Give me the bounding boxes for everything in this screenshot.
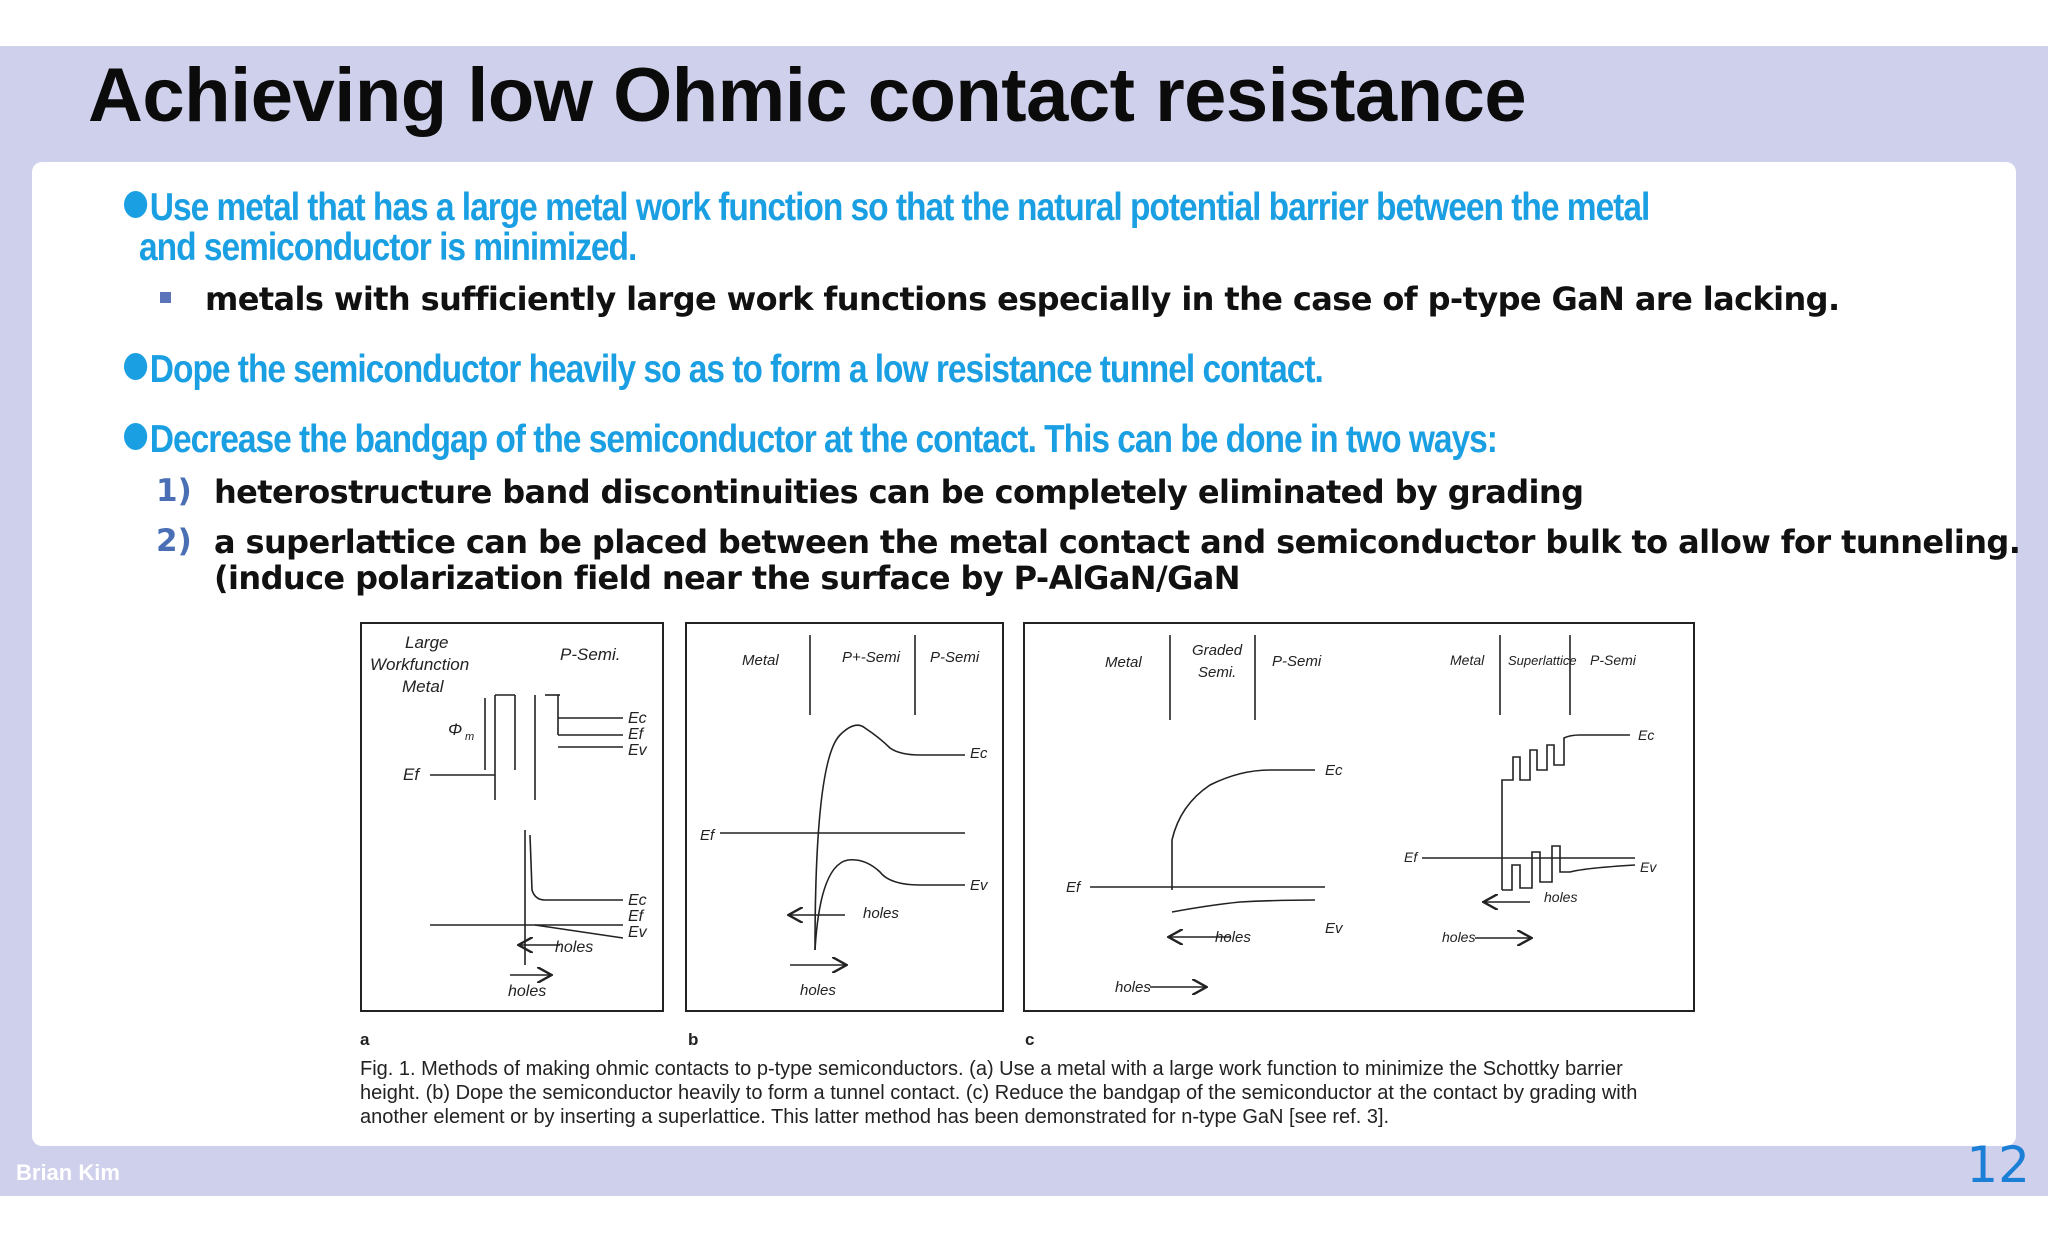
panel-c-holes: holes xyxy=(1215,929,1251,946)
list-number-2: 2) xyxy=(156,523,192,559)
panel-b-ppsemi: P+-Semi xyxy=(842,649,900,666)
bullet-1-line2: and semiconductor is minimized. xyxy=(139,226,637,269)
panel-c-psemi: P-Semi xyxy=(1272,653,1322,670)
panel-b-holes-2: holes xyxy=(800,982,836,999)
panel-b-metal: Metal xyxy=(742,652,779,669)
caption-line-3: another element or by inserting a superlattice. This latter method has been demonstrated for n-type GaN [see ref. 3]. xyxy=(360,1106,1390,1128)
panel-a-ev: Ev xyxy=(628,742,647,759)
bullet-3 xyxy=(124,418,1497,462)
panel-c-holes-3: holes xyxy=(1544,889,1578,905)
caption-line-1: Fig. 1. Methods of making ohmic contacts to p-type semiconductors. (a) Use a metal with a large work function to minimize the Schottky barrier xyxy=(360,1058,1623,1080)
list-item-2: a superlattice can be placed between the metal contact and semiconductor bulk to allow for tunneling. xyxy=(214,523,2021,561)
panel-c-holes-2: holes xyxy=(1115,979,1151,996)
bullet-dot-icon xyxy=(124,423,147,450)
bullet-dot-icon xyxy=(124,353,147,380)
bullet-2-text: Dope the semiconductor heavily so as to form a low resistance tunnel contact. xyxy=(149,348,1323,391)
panel-a-phi-sub: m xyxy=(465,731,475,743)
panel-a-ef-b: Ef xyxy=(628,908,644,925)
panel-c-ev-2: Ev xyxy=(1640,859,1657,875)
bullet-1-line1: Use metal that has a large metal work function so that the natural potential barrier between the metal xyxy=(149,186,1650,229)
bullet-1-sub: metals with sufficiently large work functions especially in the case of p-type GaN are lacking. xyxy=(205,280,1840,318)
panel-a-holes-2: holes xyxy=(508,983,547,1000)
panel-c-ec: Ec xyxy=(1325,762,1343,779)
panel-c-frame xyxy=(1024,623,1694,1011)
panel-a-ef2: Ef xyxy=(628,726,644,743)
panel-c-graded: Graded xyxy=(1192,642,1243,659)
bullet-3-text: Decrease the bandgap of the semiconductor at the contact. This can be done in two ways: xyxy=(149,418,1497,461)
panel-c-metal-2: Metal xyxy=(1450,652,1485,668)
list-item-2-cont: (induce polarization field near the surface by P-AlGaN/GaN xyxy=(214,559,1240,597)
panel-a-metal: Metal xyxy=(402,677,444,696)
list-item-1: heterostructure band discontinuities can be completely eliminated by grading xyxy=(214,473,1584,511)
panel-b-letter: b xyxy=(688,1030,699,1049)
caption-line-2: height. (b) Dope the semiconductor heavily to form a tunnel contact. (c) Reduce the bandgap of the semiconductor at the contact by grading with xyxy=(360,1082,1638,1104)
bullet-2 xyxy=(124,348,1323,392)
panel-b xyxy=(720,635,965,965)
square-bullet-icon xyxy=(160,292,171,303)
page-number: 12 xyxy=(1966,1136,2030,1194)
panel-c-superlattice: Superlattice xyxy=(1508,653,1577,668)
panel-c-semi: Semi. xyxy=(1198,664,1237,681)
panel-c-ev: Ev xyxy=(1325,920,1343,937)
panel-c xyxy=(1090,635,1635,987)
list-number-1: 1) xyxy=(156,473,192,509)
panel-b-psemi: P-Semi xyxy=(930,649,980,666)
panel-a-large: Large xyxy=(405,633,449,652)
panel-c-holes-4: holes xyxy=(1442,929,1476,945)
panel-a-ef: Ef xyxy=(403,765,420,784)
slide-title: Achieving low Ohmic contact resistance xyxy=(88,53,1527,138)
bullet-dot-icon xyxy=(124,191,147,218)
panel-b-frame xyxy=(686,623,1003,1011)
panel-b-ec: Ec xyxy=(970,745,988,762)
panel-b-holes: holes xyxy=(863,905,899,922)
panel-c-ef: Ef xyxy=(1066,879,1081,896)
panel-c-metal: Metal xyxy=(1105,654,1142,671)
panel-b-ev: Ev xyxy=(970,877,988,894)
author-name: Brian Kim xyxy=(16,1160,120,1185)
panel-c-ef-2: Ef xyxy=(1404,849,1418,865)
panel-c-letter: c xyxy=(1025,1030,1035,1049)
panel-a-letter: a xyxy=(360,1030,370,1049)
panel-a-ec: Ec xyxy=(628,710,647,727)
panel-a-ec-b: Ec xyxy=(628,892,647,909)
panel-a-holes: holes xyxy=(555,939,594,956)
panel-a-phi: Φ xyxy=(448,720,463,739)
band-diagram-figure xyxy=(360,620,1700,1050)
panel-c-ec-2: Ec xyxy=(1638,727,1655,743)
panel-a-workfunction: Workfunction xyxy=(370,655,470,674)
figure-caption xyxy=(360,1057,1720,1129)
panel-a-psemi: P-Semi. xyxy=(560,645,621,664)
panel-c-psemi-2: P-Semi xyxy=(1590,652,1636,668)
panel-a-ev-b: Ev xyxy=(628,924,647,941)
bullet-1 xyxy=(124,186,1649,230)
panel-b-ef: Ef xyxy=(700,827,715,844)
